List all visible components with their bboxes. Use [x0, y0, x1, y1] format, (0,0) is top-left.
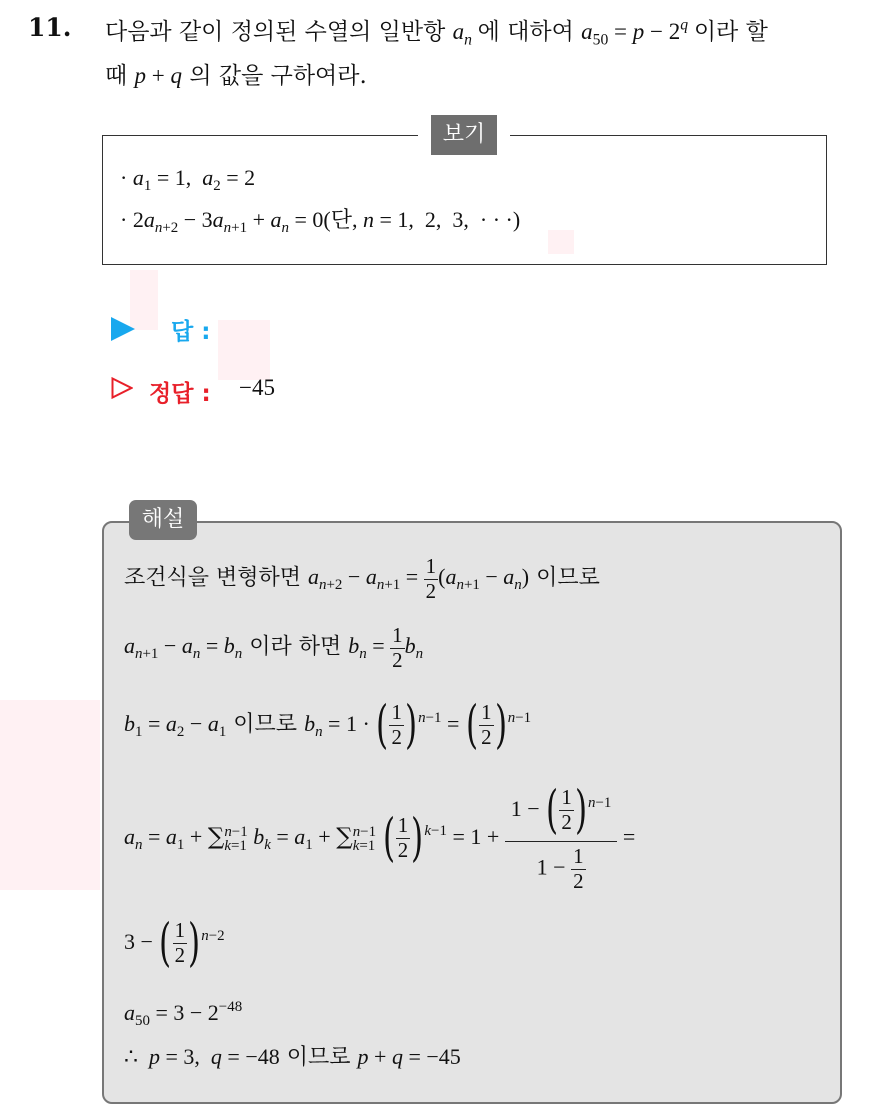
solution-line-1: 조건식을 변형하면 $a_{n+2} - a_{n+1}$ = $\frac{1}{2}$ $(a_{n+1} - a_n)$ 이므로: [124, 554, 600, 603]
solution-text: 조건식을 변형하면: [124, 565, 302, 591]
question-text: 다음과 같이 정의된 수열의 일반항: [105, 19, 446, 45]
solution-line-3: $b_1 = a_2 - a_1$ 이므로 $b_n = 1$ · ( $\frac{1}{2}$ )$^{n-1}$ = ( $\frac{1}{2}$ )$^{n-1}$: [124, 695, 532, 755]
bogi-note: 단: [330, 208, 352, 233]
solution-line-2: $a_{n+1} - a_n = b_n$ 이라 하면 $b_n$ = $\frac{1}{2}$ $b_n$: [124, 623, 424, 672]
solution-line-4: $a_n = a_1$ + ∑ n−1 k=1 $b_k = a_1$ + ∑ n−1 k=1 ( $\frac{1}{2}$ )$^{k-1}$ = 1 + 1 − ( $\frac{1}{2}$ )$^{n-1}$ 1 − $\frac{1}{2}$ =: [124, 780, 636, 893]
solution-line-7: ∴ p = 3, q = −48 이므로 p + q = −45: [124, 1044, 461, 1070]
correct-triangle-icon: [111, 377, 133, 399]
correct-value: −45: [239, 375, 275, 400]
background-mark: [218, 320, 270, 380]
answer-label: 답 :: [171, 319, 211, 345]
question-line-1: 다음과 같이 정의된 수열의 일반항 $a_n$ 에 대하여 $a_{50} = p - 2^q$ 이라 할: [105, 16, 768, 49]
solution-line-6: $a_{50} = 3 - 2^{-48}$: [124, 999, 243, 1030]
correct-label: 정답 :: [149, 381, 211, 407]
solution-line-5: 3 − ( $\frac{1}{2}$ )$^{n-2}$: [124, 913, 225, 973]
question-text: 때: [105, 63, 128, 89]
bogi-condition-2: · $2a_{n+2} - 3a_{n+1} + a_n = 0$(단, n = 1, 2, 3, · · ·): [120, 207, 521, 237]
question-text: 이라 할: [693, 19, 768, 45]
answer-play-icon: [111, 317, 135, 341]
question-text: 에 대하여: [477, 19, 574, 45]
bogi-condition-1: · $a_1 = 1$, $a_2 = 2$: [120, 165, 256, 195]
question-text: 의 값을 구하여라.: [189, 63, 367, 89]
solution-text: 이므로: [536, 565, 600, 591]
question-line-2: 때 p + q 의 값을 구하여라.: [105, 63, 367, 89]
question-number: 11.: [28, 13, 72, 42]
solution-label: 해설: [129, 500, 197, 540]
solution-text: 이므로: [233, 711, 298, 737]
solution-text: 이므로: [286, 1045, 351, 1070]
background-mark: [0, 700, 100, 890]
bogi-label: 보기: [431, 115, 497, 155]
solution-text: 이라 하면: [249, 634, 342, 660]
